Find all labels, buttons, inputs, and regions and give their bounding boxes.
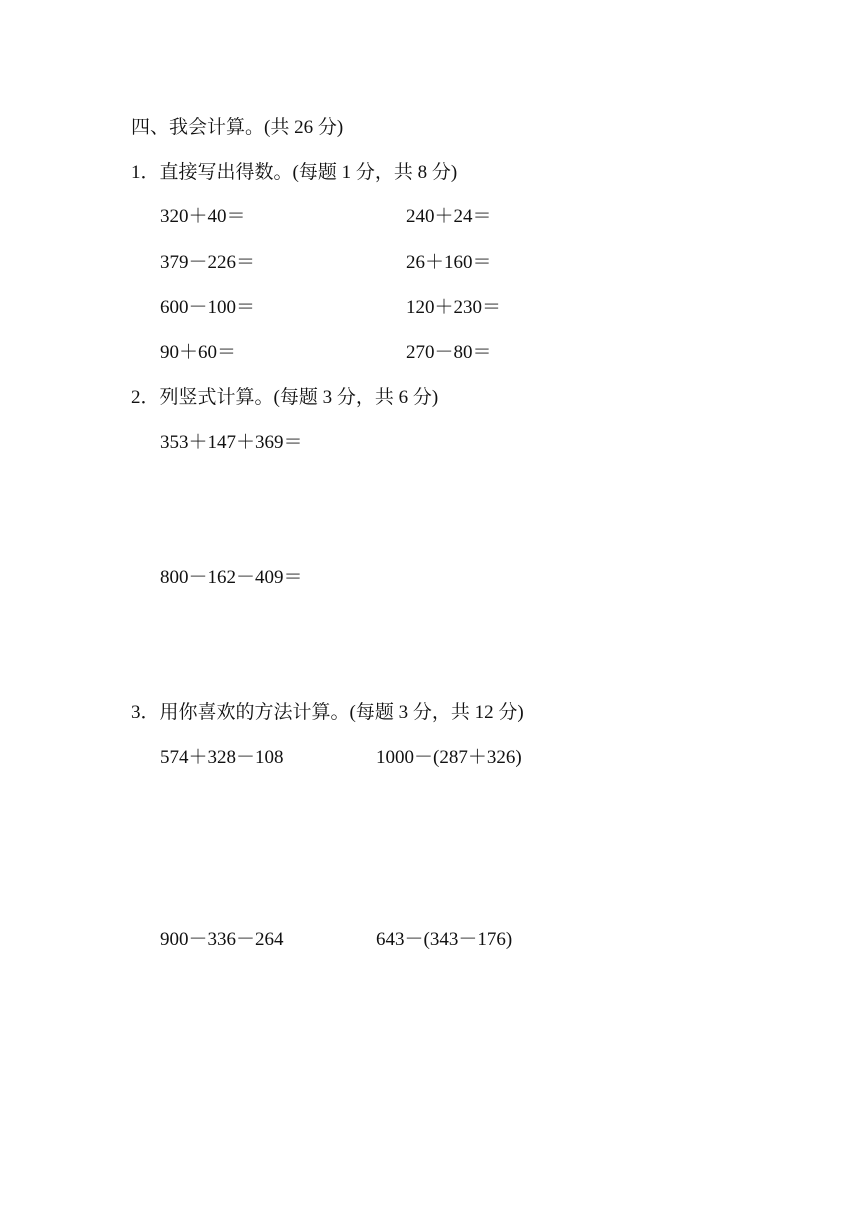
q3-problem: 643－(343－176): [376, 929, 513, 950]
q1-problem: 270－80＝: [406, 342, 492, 363]
q1-problem: 120＋230＝: [406, 297, 502, 318]
section-title: 四、我会计算。(共 26 分): [131, 117, 344, 138]
question-3-title: 3．用你喜欢的方法计算。(每题 3 分，共 12 分): [131, 702, 524, 723]
q1-problem: 240＋24＝: [406, 206, 492, 227]
q2-problem: 353＋147＋369＝: [160, 432, 303, 453]
q3-problem: 1000－(287＋326): [376, 747, 522, 768]
q1-problem: 26＋160＝: [406, 252, 492, 273]
q1-problem: 600－100＝: [160, 297, 256, 318]
q2-problem: 800－162－409＝: [160, 567, 303, 588]
question-1-title: 1．直接写出得数。(每题 1 分，共 8 分): [131, 162, 458, 183]
q1-problem: 90＋60＝: [160, 342, 237, 363]
q1-problem: 320＋40＝: [160, 206, 246, 227]
q3-problem: 574＋328－108: [160, 747, 284, 768]
question-2-title: 2．列竖式计算。(每题 3 分，共 6 分): [131, 387, 439, 408]
q1-problem: 379－226＝: [160, 252, 256, 273]
q3-problem: 900－336－264: [160, 929, 284, 950]
